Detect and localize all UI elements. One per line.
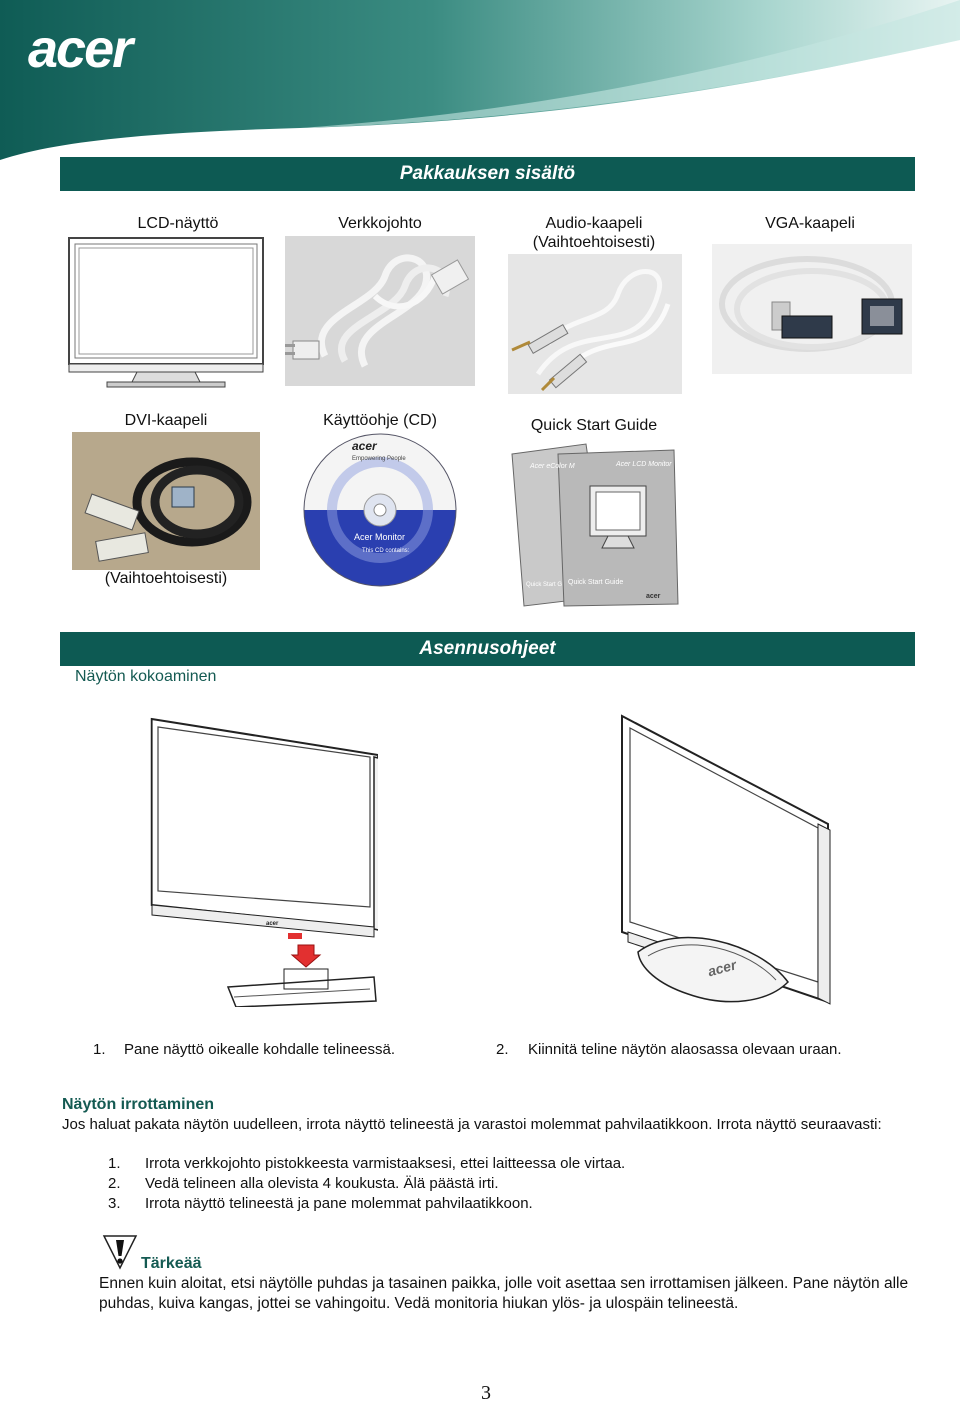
monitor-brand-1: acer xyxy=(266,921,279,927)
remove-intro: Jos haluat pakata näytön uudelleen, irrota näyttö telineestä ja varastoi molemmat pahvilaatikkoon. Irrota näyttö seuraavasti: xyxy=(62,1116,882,1133)
audio-cable-image xyxy=(508,254,682,394)
assemble-step2-num: 2. xyxy=(496,1041,509,1058)
remove-step2-num: 2. xyxy=(108,1175,121,1192)
cd-image xyxy=(302,432,458,588)
acer-logo: acer xyxy=(28,19,132,79)
lcd-monitor-image xyxy=(67,236,265,388)
remove-step3-text: Irrota näyttö telineestä ja pane molemmat pahvilaatikkoon. xyxy=(145,1195,533,1212)
cd-contains: This CD contains: xyxy=(362,548,410,554)
item-cd-label: Käyttöohje (CD) xyxy=(323,412,437,429)
cd-brand: acer xyxy=(352,439,377,453)
item-dvi-label: DVI-kaapeli xyxy=(124,412,208,429)
guide-right-title: Acer LCD Monitor xyxy=(616,461,672,468)
assemble-step1-text: Pane näyttö oikealle kohdalle telineessä. xyxy=(124,1041,396,1058)
item-audio-optional: (Vaihtoehtoisesti) xyxy=(532,234,656,251)
remove-step3-num: 3. xyxy=(108,1195,121,1212)
vga-cable-image xyxy=(712,244,912,374)
assemble-heading: Näytön kokoaminen xyxy=(75,668,217,685)
item-lcd-label: LCD-näyttö xyxy=(137,215,219,232)
remove-step2-text: Vedä telineen alla olevista 4 koukusta. Älä päästä irti. xyxy=(145,1175,499,1192)
remove-step1-text: Irrota verkkojohto pistokkeesta varmistaaksesi, ettei laitteessa ole virtaa. xyxy=(145,1155,626,1172)
assemble-step1-num: 1. xyxy=(93,1041,106,1058)
package-title-bar xyxy=(60,157,915,191)
assembly-step1-image xyxy=(148,715,378,1007)
item-vga-label: VGA-kaapeli xyxy=(765,215,855,232)
power-cord-image xyxy=(285,236,475,386)
install-title: Asennusohjeet xyxy=(419,638,556,659)
item-dvi-optional: (Vaihtoehtoisesti) xyxy=(104,570,228,587)
important-text: Ennen kuin aloitat, etsi näytölle puhdas ja tasainen paikka, jolle voit asettaa sen irrottamisen jälkeen. Pane näytön alle puhdas, kuiva kangas, jottei se vahingoitu. Vedä monitoria hiukan ylös- ja ulospäin telineestä. xyxy=(99,1275,909,1312)
remove-heading: Näytön irrottaminen xyxy=(62,1096,215,1113)
assemble-step2-text: Kiinnitä teline näytön alaosassa olevaan uraan. xyxy=(528,1041,842,1058)
warning-icon xyxy=(102,1234,138,1270)
guide-brand: acer xyxy=(646,593,661,600)
quick-start-guide-image xyxy=(508,440,680,608)
page-number: 3 xyxy=(481,1382,491,1404)
item-guide-label: Quick Start Guide xyxy=(530,417,658,434)
guide-caption: Quick Start Guide xyxy=(568,579,624,586)
header-banner xyxy=(0,0,960,160)
install-title-bar xyxy=(60,632,915,666)
dvi-cable-image xyxy=(72,432,260,570)
guide-left-caption: Quick Start G xyxy=(526,582,563,588)
package-title: Pakkauksen sisältö xyxy=(399,163,576,184)
guide-left-title: Acer eColor M xyxy=(530,463,575,470)
item-power-cord-label: Verkkojohto xyxy=(338,215,422,232)
important-heading: Tärkeää xyxy=(141,1255,202,1272)
remove-step1-num: 1. xyxy=(108,1155,121,1172)
monitor-brand-2: acer xyxy=(706,956,738,980)
cd-tagline: Empowering People xyxy=(352,456,406,462)
item-audio-label: Audio-kaapeli xyxy=(545,215,643,232)
cd-title: Acer Monitor xyxy=(354,532,406,542)
assembly-step2-image xyxy=(618,712,838,1012)
